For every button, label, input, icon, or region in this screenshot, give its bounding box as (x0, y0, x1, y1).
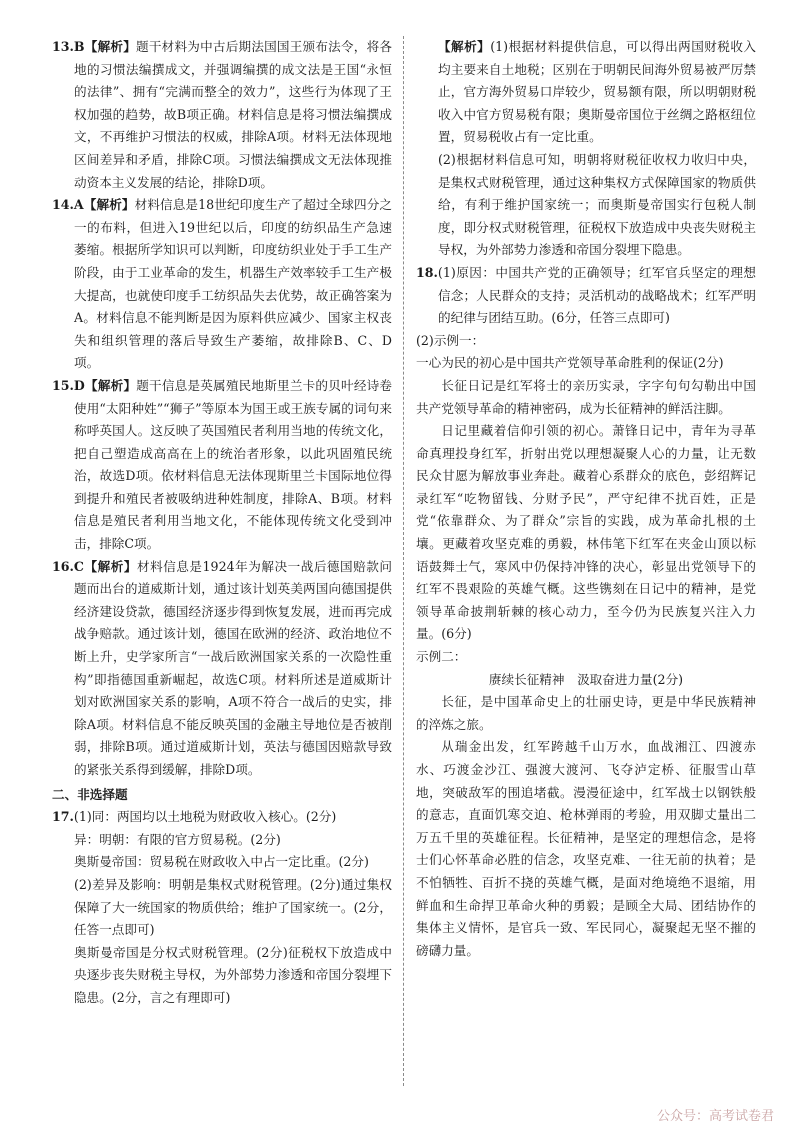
example2-paragraph-2: 从瑞金出发，红军跨越千山万水，血战湘江、四渡赤水、巧渡金沙江、强渡大渡河、飞夺泸定桥、征服雪山草地，突破敌军的围追堵截。漫漫征途中，红军战士以钢铁般的意志，直面饥寒交迫、枪林弹雨的考验，用双脚丈量出二万五千里的英雄征程。长征精神，是坚定的理想信念，是将士们心怀革命必胜的信念，攻坚克难、一往无前的执着；是不怕牺牲、百折不挠的英雄气概，是面对绝境绝不退缩，用鲜血和生命捍卫革命火种的勇毅；是顾全大局、团结协作的集体主义情怀，是官兵一致、军民同心，凝聚起无坚不摧的磅礴力量。 (416, 739, 756, 958)
analysis-text: 材料信息是1924年为解决一战后德国赔款问题而出台的道威斯计划，通过该计划英美两国向德国提供经济建设贷款，德国经济逐步得到恢复发展，进而再完成战争赔款。通过该计划，德国在欧洲的经济、政治地位不断上升，史学家所言“一战后欧洲国家关系的一次隐性重构”即指德国重新崛起，故选C项。材料所述是道威斯计划对欧洲国家关系的影响，A项不符合一战后的史实，排除A项。材料信息不能反映英国的金融主导地位是否被削弱，排除B项。通过道威斯计划，英法与德国因赔款导致的紧张关系得到缓解，排除D项。 (74, 558, 392, 777)
answer-q14 (52, 194, 392, 375)
q17-analysis-p2: (2)根据材料信息可知，明朝将财税征收权力收归中央，是集权式财税管理，通过这种集权方式保障国家的物质供给，有利于维护国家统一；而奥斯曼帝国实行包税人制度，即分权式财税管理，征税权下放造成中央丧失财税主导权，为外部势力渗透和帝国分裂埋下隐患。 (438, 151, 756, 258)
question-number: 14. (52, 197, 74, 213)
answer-letter: B (73, 39, 85, 54)
analysis-tag: 【解析】 (438, 39, 491, 54)
answer-letter: C (73, 558, 84, 574)
column-divider (403, 36, 404, 1086)
analysis-text: 题干材料为中古后期法国国王颁布法令，将各地的习惯法编撰成文，并强调编撰的成文法是王国“永恒的法律”、拥有“完满而整全的效力”，这些行为体现了王权加强的趋势，故B项正确。材料信息是将习惯法编撰成文，不再维护习惯法的权威，排除A项。材料无法体现地区间差异和矛盾，排除C项。习惯法编撰成文无法体现推动资本主义发展的结论，排除D项。 (74, 39, 393, 190)
answer-text: (1)同：两国均以土地税为财政收入核心。(2分) (73, 809, 337, 825)
section-title: 二、非选择题 (52, 786, 128, 802)
question-number: 15. (52, 377, 74, 393)
answer-q17-line3: 奥斯曼帝国：贸易税在财政收入中占一定比重。(2分) (74, 854, 369, 870)
left-column (52, 36, 392, 1010)
watermark: 公众号：高考试卷君 (656, 1109, 774, 1124)
question-number: 13. (52, 39, 74, 54)
answer-q13 (52, 36, 392, 194)
example2-title: 赓续长征精神 汲取奋进力量(2分) (488, 671, 684, 687)
right-column (416, 36, 756, 962)
answer-text: (1)原因：中国共产党的正确领导；红军官兵坚定的理想信念；人民群众的支持；灵活机动的战略战术；红军严明的纪律与团结互助。(6分，任答三点即可) (437, 264, 756, 326)
answer-letter: D (73, 377, 85, 393)
question-number: 16. (52, 558, 74, 574)
analysis-text: (1)根据材料提供信息，可以得出两国财税收入均主要来自土地税；区别在于明朝民间海外贸易被严厉禁止，官方海外贸易口岸较少，贸易额有限，所以明朝财税收入中官方贸易税有限；奥斯曼帝国位于丝绸之路枢纽位置，贸易税收占有一定比重。 (438, 39, 756, 145)
answer-letter: A (73, 197, 84, 213)
answer-q15 (52, 375, 392, 556)
answer-q17-line2: 异：明朝：有限的官方贸易税。(2分) (74, 831, 281, 847)
analysis-tag: 【解析】 (83, 197, 135, 213)
analysis-text: 材料信息是18世纪印度生产了超过全球四分之一的布料，但进入19世纪以后，印度的纺织品生产急速萎缩。根据所学知识可以判断，印度纺织业处于手工生产阶段，由于工业革命的发生，机器生产效率较手工生产极大提高，也就使印度手工纺织品失去优势，故正确答案为A。材料信息不能判断是因为原料供应减少、国家主权丧失和组织管理的落后导致生产萎缩，故排除B、C、D项。 (74, 197, 392, 371)
analysis-text: 题干信息是英属殖民地斯里兰卡的贝叶经诗卷使用“太阳种姓”“狮子”等原本为国王或王族专属的词句来称呼英国人。这反映了英国殖民者利用当地的传统文化，把自己塑造成高高在上的统治者形象，以此巩固殖民统治，故选D项。依材料信息无法体现斯里兰卡国际地位得到提升和殖民者被吸纳进种姓制度，排除A、B项。材料信息是殖民者利用当地文化，不能体现传统文化受到冲击，排除C项。 (74, 377, 393, 552)
analysis-tag: 【解析】 (83, 558, 137, 574)
answer-q17-line4: (2)差异及影响：明朝是集权式财税管理。(2分)通过集权保障了大一统国家的物质供给；维护了国家统一。(2分，任答一点即可) (74, 876, 392, 938)
example2-paragraph-1: 长征，是中国革命史上的壮丽史诗，更是中华民族精神的淬炼之旅。 (416, 694, 756, 732)
answer-q17-line1 (52, 806, 392, 829)
analysis-tag: 【解析】 (84, 39, 137, 54)
example1-title: 一心为民的初心是中国共产党领导革命胜利的保证(2分) (416, 355, 724, 371)
example2-label: 示例二： (416, 649, 467, 665)
analysis-tag: 【解析】 (84, 377, 137, 393)
answer-q18-part1 (416, 262, 756, 330)
question-number: 17. (52, 809, 74, 825)
answer-q16 (52, 556, 392, 782)
question-number: 18. (416, 264, 438, 280)
answer-q17-line5: 奥斯曼帝国是分权式财税管理。(2分)征税权下放造成中央逐步丧失财税主导权，为外部势力渗透和帝国分裂埋下隐患。(2分，言之有理即可) (74, 944, 392, 1005)
q17-analysis-p1 (416, 36, 756, 149)
example1-paragraph-1: 长征日记是红军将士的亲历实录，字字句句勾勒出中国共产党领导革命的精神密码，成为长征精神的鲜活注脚。 (416, 377, 756, 416)
example1-label: (2)示例一： (416, 332, 485, 348)
example1-paragraph-2: 日记里藏着信仰引领的初心。萧锋日记中，青年为寻革命真理投身红军，折射出党以理想凝聚人心的力量，让无数民众甘愿为解放事业奔赴。藏着心系群众的底色，彭绍辉记录红军“吃物留钱、分财予民”，严守纪律不扰百姓，正是党“依靠群众、为了群众”宗旨的实践，成为革命扎根的土壤。更藏着攻坚克难的勇毅，林伟笔下红军在夹金山顶以标语鼓舞士气，寒风中仍保持冲锋的决心，彰显出党领导下的红军不畏艰险的英雄气概。这些镌刻在日记中的精神，是党领导革命披荆斩棘的核心动力，至今仍为民族复兴注入力量。(6分) (416, 423, 756, 642)
